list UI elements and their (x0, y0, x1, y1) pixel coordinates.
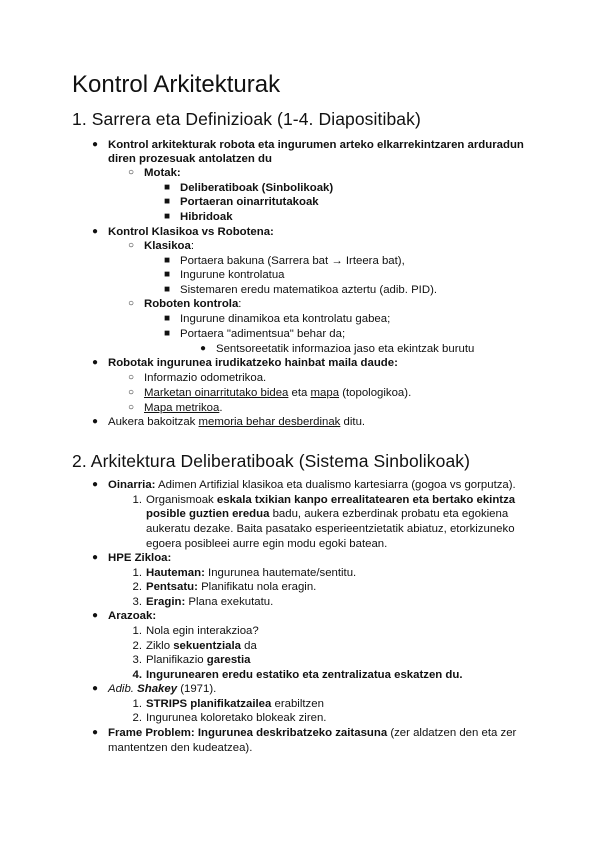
text-span: Adimen Artifizial klasikoa eta dualismo kartesiarra (gogoa vs gorputza). (155, 479, 516, 491)
bullet-marker: ○ (128, 298, 135, 309)
underlined-text: memoria behar desberdinak (198, 416, 341, 428)
bold-text: Frame Problem: Ingurunea deskribatzeko zaitasuna (108, 727, 388, 739)
bullet-marker: ● (92, 139, 99, 150)
list-number: 1. (132, 698, 142, 710)
bold-text: Eragin: (146, 596, 186, 608)
colon: : (238, 298, 242, 310)
bold-text: Pentsatu: (146, 581, 198, 593)
bullet-marker: ○ (128, 167, 135, 178)
section-1-heading: 1. Sarrera eta Definizioak (1-4. Diapositibak) (72, 109, 421, 129)
arazoak-item: Nola egin interakzioa? (146, 625, 259, 637)
arazoak-label: Arazoak: (108, 610, 157, 622)
oinarria-label: Oinarria: (108, 479, 156, 491)
bullet-marker: ○ (128, 240, 135, 251)
list-number: 2. (132, 581, 142, 593)
text-span: Ziklo (146, 640, 174, 652)
text-span: badu, aukera ezberdinak probatu eta egokiena (269, 508, 509, 520)
shakey-item (146, 697, 324, 711)
bullet-marker: ● (92, 479, 99, 490)
frame-problem-line-2: mantentzen den kudeatzea). (108, 742, 253, 754)
bullet-marker: ■ (164, 255, 171, 266)
bullet-marker: ■ (164, 182, 171, 193)
list-number: 4. (132, 669, 142, 681)
s1-bullet-2: Kontrol Klasikoa vs Robotena: (108, 226, 274, 238)
motak-item: Hibridoak (180, 211, 233, 223)
oinarria-line (108, 478, 516, 492)
frame-problem-line-1 (108, 726, 516, 740)
s1-bullet-4 (108, 415, 365, 429)
text-span: Organismoak (146, 494, 217, 506)
italic-text: Adib. (108, 683, 134, 695)
underlined-text: Mapa metrikoa (144, 402, 220, 414)
robotena-text: Roboten kontrola (144, 298, 239, 310)
bullet-marker: ● (200, 343, 207, 354)
bullet-marker: ● (92, 357, 99, 368)
robotena-label (144, 297, 241, 311)
arazoak-item (146, 639, 257, 653)
text-span: Aukera bakoitzak (108, 416, 199, 428)
representation-item: Informazio odometrikoa. (144, 372, 267, 384)
bold-text: garestia (206, 654, 251, 666)
representation-item (144, 386, 411, 400)
bullet-marker: ○ (128, 387, 135, 398)
motak-item: Portaeran oinarritutakoak (180, 196, 319, 208)
s1-bullet-3: Robotak ingurunea irudikatzeko hainbat maila daude: (108, 357, 398, 369)
oinarria-n1-line-4: egoera posibleei aurre egin modu egoki batean. (146, 538, 388, 550)
bullet-marker: ● (92, 416, 99, 427)
bullet-marker: ■ (164, 196, 171, 207)
list-number: 1. (132, 494, 142, 506)
motak-label: Motak: (144, 167, 181, 179)
list-number: 1. (132, 567, 142, 579)
text-span: erabiltzen (271, 698, 324, 710)
underlined-text: Marketan oinarritutako bidea (144, 387, 289, 399)
shakey-item: Ingurunea koloretako blokeak ziren. (146, 712, 327, 724)
shakey-name: Shakey (137, 683, 178, 695)
text-span: (topologikoa). (339, 387, 412, 399)
underlined-text: mapa (310, 387, 340, 399)
klasikoa-label (144, 239, 194, 253)
hpe-label: HPE Zikloa: (108, 552, 172, 564)
text-span: Planifikazio (146, 654, 207, 666)
bullet-marker: ○ (128, 402, 135, 413)
arazoak-item: Ingurunearen eredu estatiko eta zentralizatua eskatzen du. (146, 669, 463, 681)
robotena-item: Portaera "adimentsua" behar da; (180, 328, 346, 340)
bullet-marker: ■ (164, 284, 171, 295)
klasikoa-item: Ingurune kontrolatua (180, 269, 285, 281)
bullet-marker: ● (92, 610, 99, 621)
colon: : (190, 240, 195, 252)
bold-text: posible guztien eredua (146, 508, 270, 520)
bullet-marker: ● (92, 226, 99, 237)
page-title: Kontrol Arkitekturak (72, 71, 281, 98)
text-span: da (240, 640, 257, 652)
s1-bullet-1-line-2: diren prozesuak antolatzen du (108, 153, 272, 165)
text-span: Ingurunea hautemate/sentitu. (204, 567, 357, 579)
robotena-subitem: Sentsoreetatik informazioa jaso eta ekintzak burutu (216, 343, 475, 355)
bullet-marker: ■ (164, 328, 171, 339)
list-number: 1. (132, 625, 142, 637)
klasikoa-item: Sistemaren eredu matematikoa aztertu (adib. PID). (180, 284, 438, 296)
bold-text: eskala txikian kanpo errealitatearen eta bertako ekintza (216, 494, 516, 506)
s1-bullet-1-line-1: Kontrol arkitekturak robota eta ingurumen arteko elkarrekintzaren arduradun (108, 139, 524, 151)
arazoak-item (146, 653, 250, 667)
hpe-item (146, 595, 273, 609)
bullet-marker: ■ (164, 269, 171, 280)
list-number: 2. (132, 712, 142, 724)
text-span: (zer aldatzen den eta zer (387, 727, 517, 739)
robotena-item: Ingurune dinamikoa eta kontrolatu gabea; (180, 313, 391, 325)
text-span: ditu. (340, 416, 366, 428)
example-line (108, 682, 216, 696)
bullet-marker: ● (92, 727, 99, 738)
list-number: 3. (132, 654, 142, 666)
bullet-marker: ■ (164, 211, 171, 222)
oinarria-n1-line-2 (146, 507, 508, 521)
representation-item (144, 401, 223, 415)
hpe-item (146, 566, 356, 580)
bold-text: STRIPS planifikatzailea (146, 698, 272, 710)
bullet-marker: ■ (164, 313, 171, 324)
klasikoa-text: Klasikoa (144, 240, 191, 252)
motak-item: Deliberatiboak (Sinbolikoak) (180, 182, 334, 194)
hpe-item (146, 580, 316, 594)
text-span: Planifikatu nola eragin. (197, 581, 317, 593)
list-number: 2. (132, 640, 142, 652)
oinarria-n1-line-1 (146, 493, 515, 507)
section-2-heading: 2. Arkitektura Deliberatiboak (Sistema Sinbolikoak) (72, 451, 471, 471)
text-span: eta (288, 387, 311, 399)
bold-text: Hauteman: (146, 567, 205, 579)
bullet-marker: ● (92, 552, 99, 563)
list-number: 3. (132, 596, 142, 608)
bullet-marker: ● (92, 683, 99, 694)
bullet-marker: ○ (128, 372, 135, 383)
text-span: (1971). (177, 683, 217, 695)
text-span: . (219, 402, 223, 414)
klasikoa-item: Portaera bakuna (Sarrera bat → Irteera bat), (180, 255, 405, 267)
text-span: Plana exekutatu. (185, 596, 274, 608)
bold-text: sekuentziala (173, 640, 241, 652)
oinarria-n1-line-3: aukeratu dezake. Baita pasatako esperieentzietatik abiatuz, etorkizuneko (146, 523, 515, 535)
